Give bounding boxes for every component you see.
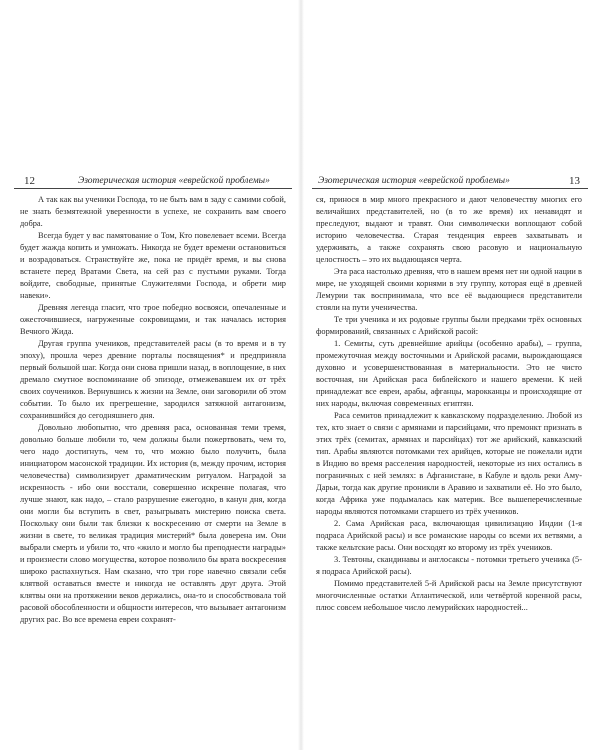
left-paragraph: Довольно любопытно, что древняя раса, основанная теми тремя, довольно больше любили то, чем должны были пожертвовать, чем то, чего надо достигнуть, чем то, что можно было получить, была инициатором масонской традиции. Их история (в, между прочим, история человечества) символизирует драматическим ритуалом. Наградой за искренность - ибо они восстали, совершенно искренне полагая, что лучше знают, как надо, – стало разрушение ежегодно, в канун дня, когда они могли бы вступить в свет, разыгрывать мистерию поиска света. Поскольку они были так близки к воскресению от смерти на Земле в жизни в свете, то великая традиция мистерий* была доверена им. Они выбрали смерть и убили то, что «жило и могло бы преподнести награды» и произнести слово могущества, которое позволило бы врата воскресения широко распахнуться. Нам сказано, что три горе навечно связали себя клятвой оставаться вместе и никогда не оставлять друг друга. Этой клятвы они на протяжении веков держались, она-то и способствовала той расовой обособленности и общности интересов, что вызывает антагонизм других рас. Во все времена евреи сохранят- <box>20 423 286 624</box>
left-paragraph: Другая группа учеников, представителей расы (в то время и в ту эпоху), прошла через древние порталы посвящения* и предприняла первый большой шаг. Когда они снова пришли назад, в воплощение, в них дремало смутное воспоминание об эпизоде, отмежевавшем их от трёх своих соучеников. Вернувшись к жизни на Земле, они заговорили об этом событии. То было их прегрешение, зародился затяжной антагонизм, сохранившийся до сегодняшнего дня. <box>20 339 286 420</box>
right-paragraph: 1. Семиты, суть древнейшие арийцы (особенно арабы), – группа, промежуточная между восточными и Арийской расами, вырождающаяся духовно и усовершенствованная в материальности. Это не чисто восточная, ни Арийская раса библейского и нашего времени. К ней принадлежат все евреи, арабы, афганцы, марокканцы и происходящие от них народы, включая современных египтян. <box>316 339 582 408</box>
right-paragraph: 3. Тевтоны, скандинавы и англосаксы - потомки третьего ученика (5-я подраса Арийской расы). <box>316 555 582 576</box>
right-page-body <box>312 194 588 614</box>
right-paragraph: 2. Сама Арийская раса, включающая цивилизацию Индии (1-я подраса Арийской расы) и все романские народы со всеми их ветвями, а также кельтские расы. Они восходят ко второму из трёх учеников. <box>316 519 582 552</box>
left-page-number: 12 <box>24 175 35 187</box>
left-page-body <box>14 194 292 626</box>
right-running-title: Эзотерическая история «еврейской проблемы» <box>318 176 510 186</box>
left-page-header <box>14 174 292 189</box>
right-paragraph: ся, принося в мир много прекрасного и дают человечеству многих его величайших представителей, но (в то же время) их ненавидят и преследуют, выдают и травят. Они символически воплощают собой историю человечества. Старая тенденция евреев захватывать и удерживать, а также сохранять свою расовую и национальную целостность – это их выдающаяся черта. <box>316 195 582 264</box>
left-page <box>14 0 292 750</box>
left-running-title: Эзотерическая история «еврейской проблемы» <box>78 176 270 186</box>
right-paragraph: Те три ученика и их родовые группы были предками трёх основных формирований, связанных с Арийской расой: <box>316 315 582 336</box>
right-page-top-margin <box>312 0 588 170</box>
right-page-header <box>312 174 588 189</box>
right-paragraph: Эта раса настолько древняя, что в нашем время нет ни одной нации в мире, не уходящей своими корнями в эту группу, которая ещё в древней Лемурии так воспринимала, что все её выдающиеся представители стояли на пути ученичества. <box>316 267 582 312</box>
left-paragraph: Древняя легенда гласит, что трое победно восвояси, опечаленные и ожесточившиеся, нагруженные сокровищами, и так началась история Вечного Жида. <box>20 303 286 336</box>
right-paragraph: Раса семитов принадлежит к кавказскому подразделению. Любой из тех, кто знает о связи с армянами и парсийцами, что премонкт признать в этих трёх (семитах, армянах и парсийцах) тот же арийский, кавказский тип. Арабы являются потомками тех арийцев, которые не пожелали идти в Индию во время расселения народностей, некоторые из них остались в пограничных с ней землях: в Афганистане, в Кабуле и вдоль реки Аму-Дарьи, тогда как другие проникли в Аравию и захватили её. Но это было, когда Африка уже подымалась как материк. Все вышеперечисленные народы являются потомками старшего из трёх учеников. <box>316 411 582 516</box>
right-page-number: 13 <box>569 175 580 187</box>
right-page <box>312 0 588 750</box>
book-gutter <box>298 0 304 750</box>
left-paragraph: А так как вы ученики Господа, то не быть вам в заду с самими собой, не знать безмятежной уверенности в успехе, не сохранить вам своего добра. <box>20 195 286 228</box>
left-paragraph: Всегда будет у вас памятование о Том, Кто повелевает всеми. Всегда будет жажда копить и умножать. Никогда не будет времени остановиться и возрадоваться. Странствуйте же, пока не придёт время, и вы снова встанете перед Вратами Света, на сей раз с пустыми руками. Тогда войдите, свободные, принятые Служителями Господа, и обрети мир навеки». <box>20 231 286 300</box>
right-paragraph: Помимо представителей 5-й Арийской расы на Земле присутствуют многочисленные остатки Атлантической, или четвёртой коренной расы, плюс совсем небольшое число лемурийских народностей... <box>316 579 582 612</box>
